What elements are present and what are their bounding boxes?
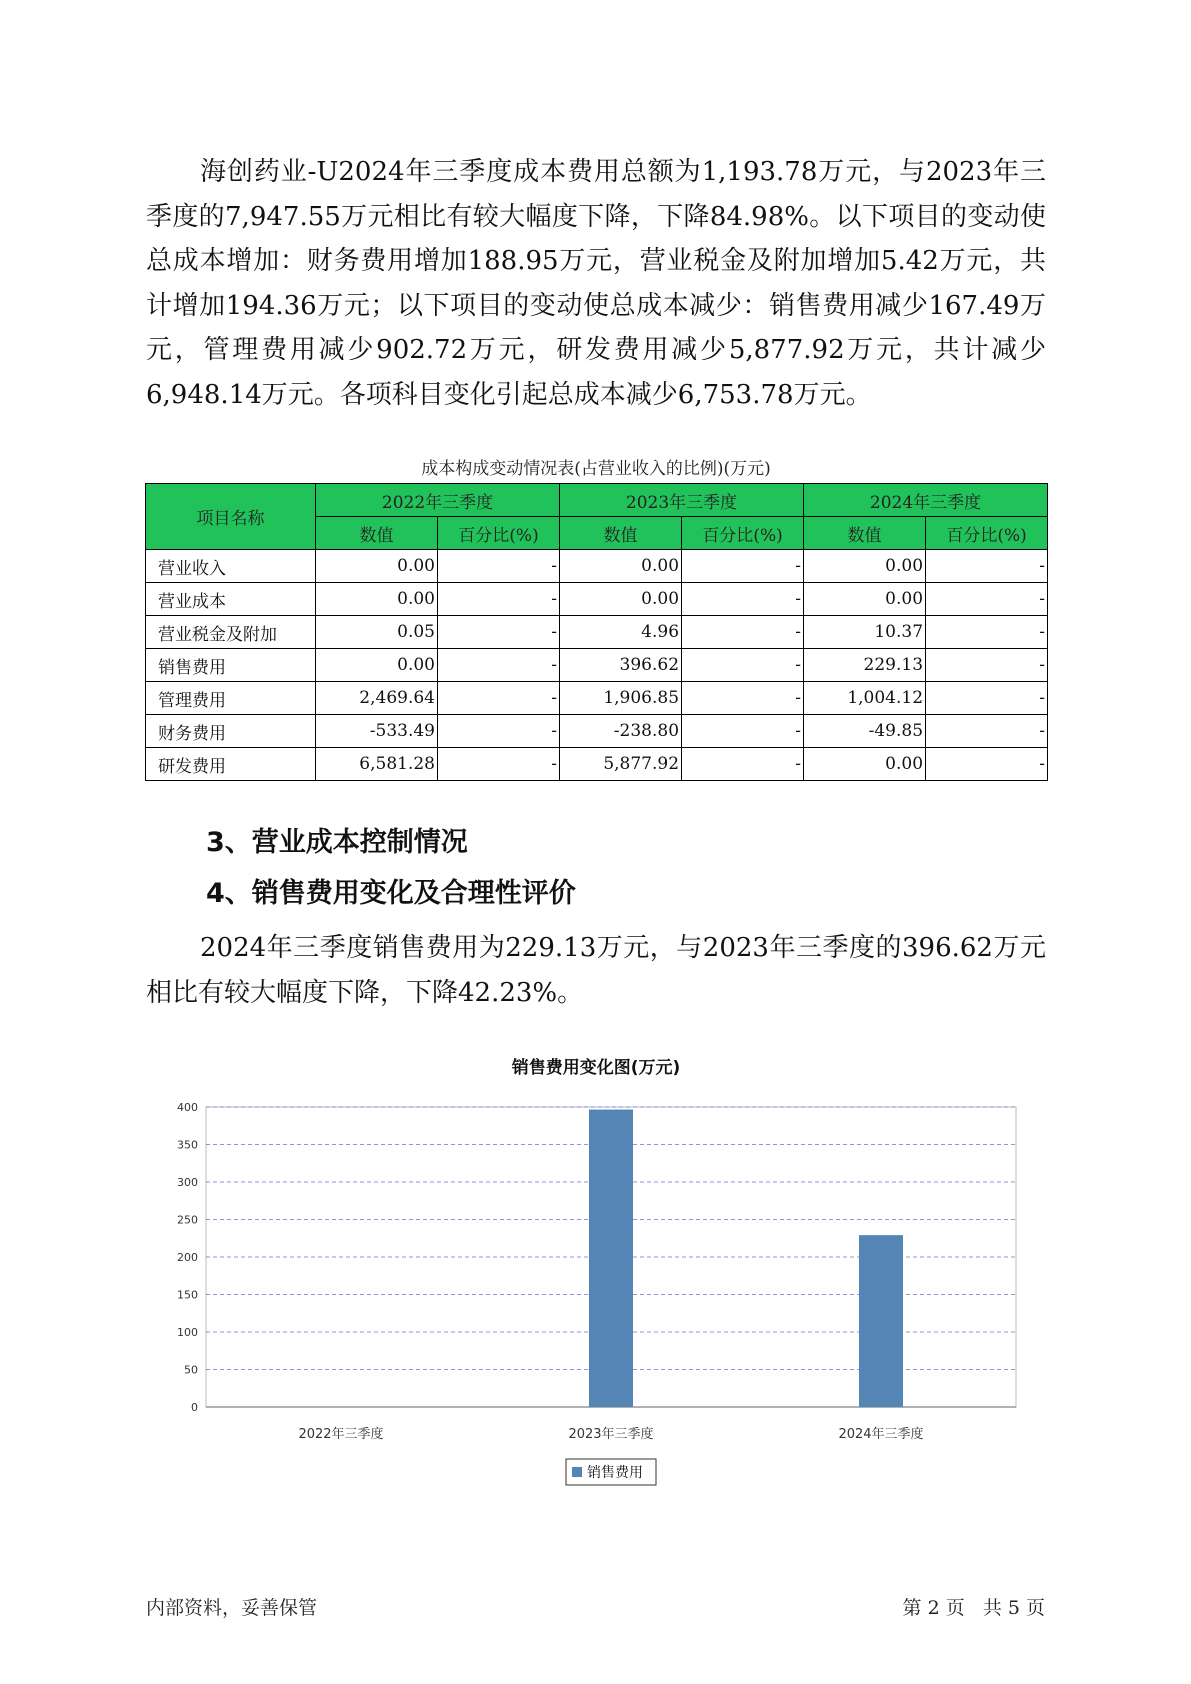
x-tick-label: 2022年三季度 (298, 1427, 384, 1442)
legend-swatch (572, 1467, 582, 1477)
cell-value: 0.00 (316, 550, 438, 583)
cell-value: 0.00 (560, 550, 682, 583)
header-period: 2022年三季度 (316, 484, 560, 517)
cell-percent: - (438, 616, 560, 649)
cell-percent: - (682, 748, 804, 781)
cell-percent: - (926, 748, 1048, 781)
chart-title: 销售费用变化图(万元) (511, 1058, 681, 1078)
cell-percent: - (926, 583, 1048, 616)
cell-value: 6,581.28 (316, 748, 438, 781)
row-item-name: 营业收入 (146, 550, 316, 583)
cell-percent: - (926, 616, 1048, 649)
cell-value: 0.00 (804, 583, 926, 616)
header-value: 数值 (316, 517, 438, 550)
y-tick-label: 0 (191, 1401, 198, 1414)
row-item-name: 研发费用 (146, 748, 316, 781)
cell-value: 0.00 (804, 550, 926, 583)
row-item-name: 营业成本 (146, 583, 316, 616)
table-row (146, 550, 1048, 583)
footer-confidential: 内部资料，妥善保管 (146, 1597, 318, 1619)
cell-percent: - (438, 550, 560, 583)
cell-value: 1,906.85 (560, 682, 682, 715)
section-heading-cost-control: 3、营业成本控制情况 (206, 827, 468, 858)
legend-label: 销售费用 (587, 1465, 643, 1481)
cell-percent: - (682, 682, 804, 715)
row-item-name: 管理费用 (146, 682, 316, 715)
cell-percent: - (682, 715, 804, 748)
y-tick-label: 50 (184, 1363, 198, 1377)
cell-value: 0.05 (316, 616, 438, 649)
cell-percent: - (682, 550, 804, 583)
cell-percent: - (438, 649, 560, 682)
cell-value: -49.85 (804, 715, 926, 748)
bar (859, 1235, 903, 1407)
table-row (146, 715, 1048, 748)
header-value: 数值 (560, 517, 682, 550)
y-tick-label: 400 (177, 1101, 198, 1114)
cell-percent: - (682, 649, 804, 682)
sales-expense-bar-chart (150, 1085, 1050, 1495)
y-tick-label: 350 (177, 1138, 198, 1152)
cell-value: -533.49 (316, 715, 438, 748)
cell-value: 5,877.92 (560, 748, 682, 781)
cell-value: 0.00 (316, 583, 438, 616)
cell-value: 2,469.64 (316, 682, 438, 715)
cell-value: 4.96 (560, 616, 682, 649)
sales-expense-paragraph: 2024年三季度销售费用为229.13万元，与2023年三季度的396.62万元相比有较大幅度下降，下降42.23%。 (146, 933, 1046, 1008)
cell-percent: - (926, 550, 1048, 583)
section-heading-sales-expense: 4、销售费用变化及合理性评价 (206, 878, 576, 909)
table-row (146, 583, 1048, 616)
cell-percent: - (438, 748, 560, 781)
cell-percent: - (438, 682, 560, 715)
cell-value: 10.37 (804, 616, 926, 649)
header-period: 2024年三季度 (804, 484, 1048, 517)
header-percent: 百分比(%) (682, 517, 804, 550)
bar (589, 1110, 633, 1407)
table-caption: 成本构成变动情况表(占营业收入的比例)(万元) (421, 459, 771, 479)
header-percent: 百分比(%) (926, 517, 1048, 550)
intro-paragraph: 海创药业-U2024年三季度成本费用总额为1,193.78万元，与2023年三季度的7,947.55万元相比有较大幅度下降，下降84.98%。以下项目的变动使总成本增加：财务费用增加188.95万元，营业税金及附加增加5.42万元，共计增加194.36万元；以下项目的变动使总成本减少：销售费用减少167.49万元，管理费用减少902.72万元，研发费用减少5,877.92万元，共计减少6,948.14万元。各项科目变化引起总成本减少6,753.78万元。 (146, 157, 1046, 410)
cell-value: 396.62 (560, 649, 682, 682)
cell-percent: - (926, 682, 1048, 715)
footer-page-number: 第 2 页 共 5 页 (902, 1597, 1045, 1619)
table-row (146, 748, 1048, 781)
cost-structure-table (145, 483, 1048, 781)
table-header-row (146, 484, 1048, 517)
table-row (146, 616, 1048, 649)
y-tick-label: 150 (177, 1288, 198, 1302)
row-item-name: 财务费用 (146, 715, 316, 748)
header-item-name: 项目名称 (146, 484, 316, 550)
cell-value: 1,004.12 (804, 682, 926, 715)
y-tick-label: 250 (177, 1213, 198, 1227)
header-period: 2023年三季度 (560, 484, 804, 517)
cell-percent: - (926, 715, 1048, 748)
cell-percent: - (438, 715, 560, 748)
row-item-name: 销售费用 (146, 649, 316, 682)
cell-value: 0.00 (560, 583, 682, 616)
cell-value: 0.00 (804, 748, 926, 781)
cell-percent: - (438, 583, 560, 616)
y-tick-label: 200 (177, 1251, 198, 1264)
cell-value: -238.80 (560, 715, 682, 748)
y-tick-label: 300 (177, 1176, 198, 1189)
row-item-name: 营业税金及附加 (146, 616, 316, 649)
cell-value: 0.00 (316, 649, 438, 682)
table-row (146, 682, 1048, 715)
cell-percent: - (926, 649, 1048, 682)
table-body (146, 550, 1048, 781)
y-tick-label: 100 (177, 1326, 198, 1339)
header-value: 数值 (804, 517, 926, 550)
cell-percent: - (682, 583, 804, 616)
x-tick-label: 2023年三季度 (568, 1427, 654, 1442)
cell-percent: - (682, 616, 804, 649)
header-percent: 百分比(%) (438, 517, 560, 550)
table-row (146, 649, 1048, 682)
cell-value: 229.13 (804, 649, 926, 682)
x-tick-label: 2024年三季度 (838, 1427, 924, 1442)
